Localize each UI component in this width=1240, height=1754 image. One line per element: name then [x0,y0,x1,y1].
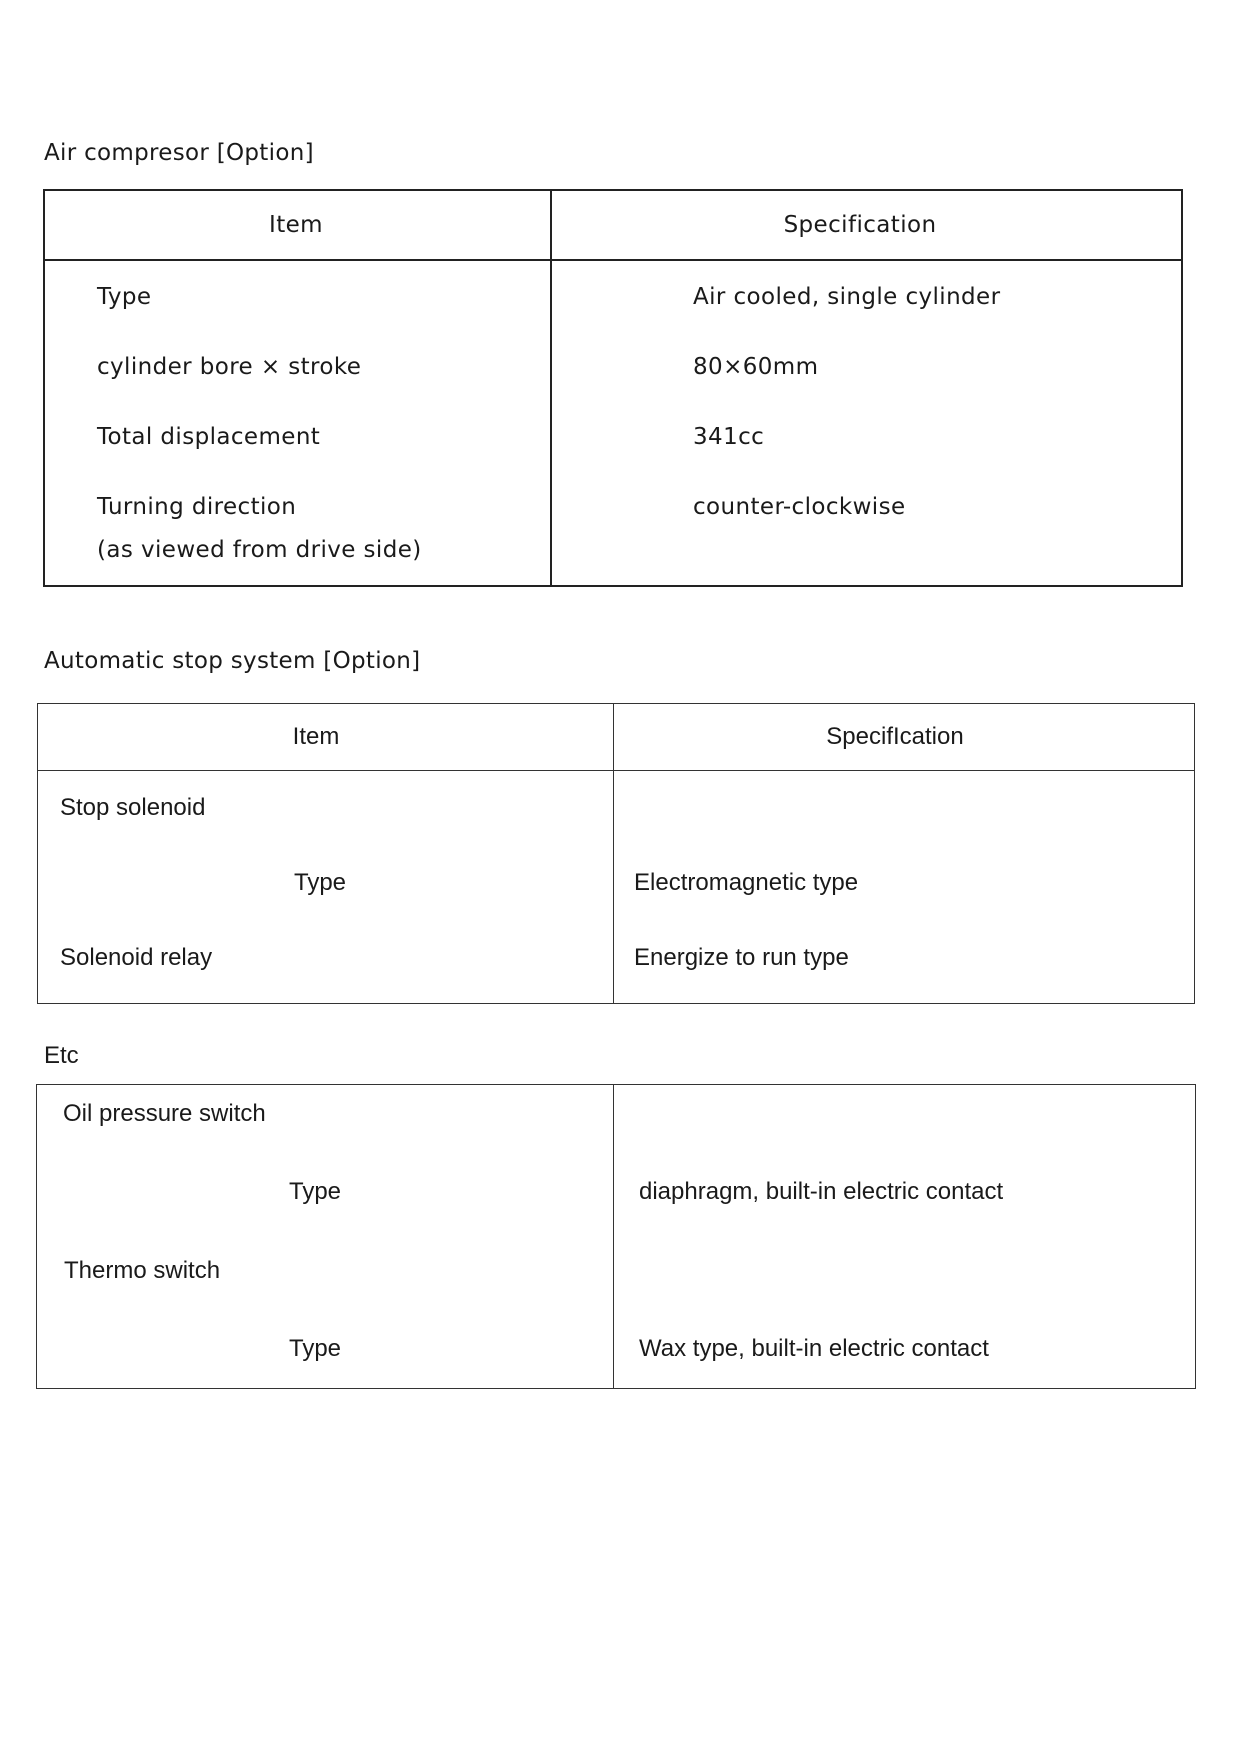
header-specification: SpecifIcation [826,723,964,750]
header-divider [37,770,1195,771]
header-divider [43,259,1183,261]
row-spec-thermo-switch-type: Wax type, built-in electric contact [639,1335,989,1362]
header-item: Item [292,723,340,750]
row-item-stop-solenoid: Stop solenoid [60,794,206,821]
row-item-thermo-switch: Thermo switch [64,1257,221,1284]
row-spec-solenoid-type: Electromagnetic type [634,869,859,896]
row-item-turning-direction-note: (as viewed from drive side) [97,537,422,563]
row-item-solenoid-type: Type [294,869,347,896]
row-spec-turning-direction: counter-clockwise [693,494,906,520]
section-title-air-compressor: Air compresor [Option] [44,140,314,166]
header-item: Item [269,212,323,238]
table-border [43,189,1183,587]
column-divider [550,189,552,587]
section-title-automatic-stop: Automatic stop system [Option] [44,648,421,674]
row-spec-solenoid-relay: Energize to run type [634,944,849,971]
row-item-bore-stroke: cylinder bore × stroke [97,354,362,380]
row-item-oil-switch-type: Type [289,1178,342,1205]
row-spec-displacement: 341cc [693,424,765,450]
row-item-type: Type [97,284,152,310]
header-specification: Specification [783,212,937,238]
row-item-thermo-switch-type: Type [289,1335,342,1362]
table-border [36,1084,1196,1389]
row-spec-type: Air cooled, single cylinder [693,284,1001,310]
section-title-etc: Etc [44,1042,79,1069]
row-spec-bore-stroke: 80×60mm [693,354,819,380]
row-item-solenoid-relay: Solenoid relay [60,944,213,971]
row-item-displacement: Total displacement [97,424,321,450]
row-item-turning-direction: Turning direction [97,494,297,520]
column-divider [613,703,614,1004]
row-item-oil-pressure-switch: Oil pressure switch [63,1100,266,1127]
row-spec-oil-switch-type: diaphragm, built-in electric contact [639,1178,1004,1205]
column-divider [613,1084,614,1389]
